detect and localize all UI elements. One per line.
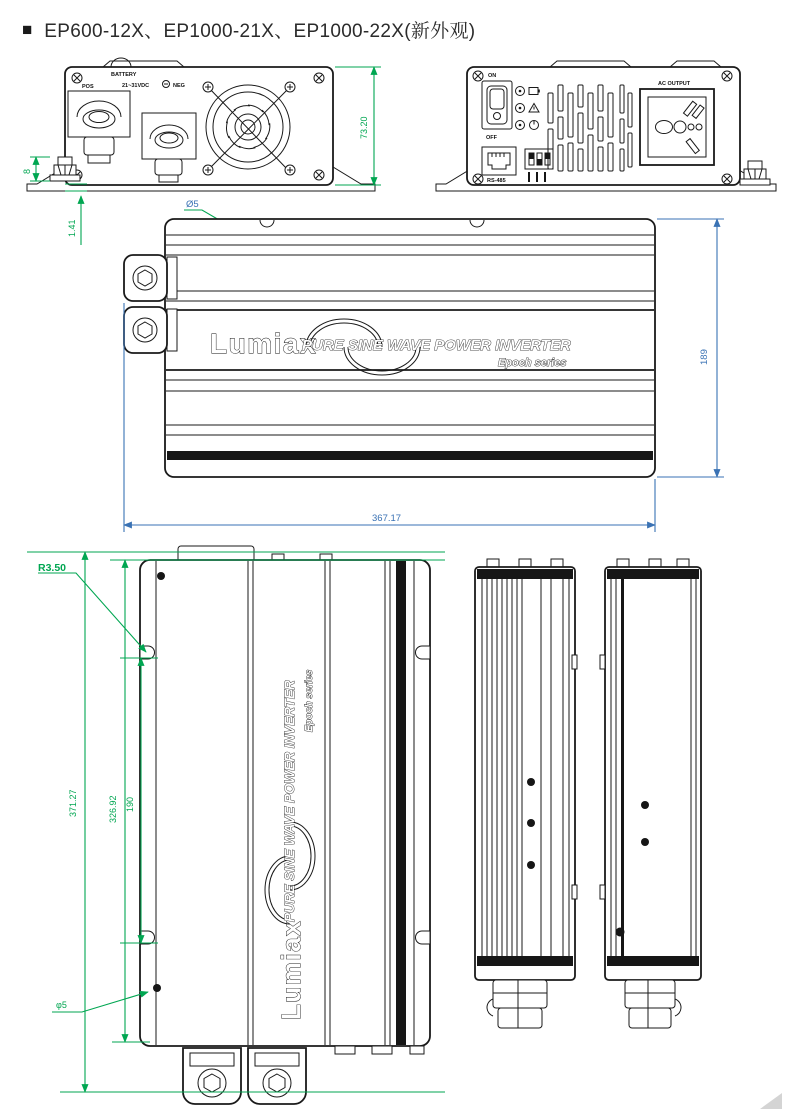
- screw-hole: [527, 861, 535, 869]
- svg-text:326.92: 326.92: [108, 795, 118, 823]
- rubber-strip: [167, 451, 653, 460]
- edge-nub: [572, 655, 577, 669]
- dim-radius-label: R3.50: [38, 562, 67, 574]
- bottom-nub: [335, 1046, 355, 1054]
- top-view: [110, 195, 735, 550]
- side-view-left: [475, 559, 577, 1028]
- screw-hole: [641, 838, 649, 846]
- rs485-label: RS-485: [487, 178, 506, 184]
- edge-slot: [416, 646, 430, 659]
- svg-text:190: 190: [125, 796, 135, 812]
- edge-nub: [600, 885, 605, 899]
- svg-text:8: 8: [22, 168, 32, 174]
- series-name: Epoch series: [304, 669, 315, 732]
- bottom-cap: [607, 956, 699, 966]
- pos-label: POS: [82, 84, 94, 90]
- svg-text:189: 189: [699, 349, 710, 365]
- edge-slot: [416, 931, 430, 944]
- brand-logo: Lumiax: [276, 919, 306, 1020]
- body: [605, 567, 701, 980]
- battery-terminals: [183, 1046, 424, 1104]
- screw-hole: [527, 778, 535, 786]
- dim-foot-height: [22, 157, 50, 181]
- neg-label: NEG: [173, 83, 185, 89]
- screw-hole: [641, 801, 649, 809]
- top-label-plate: [103, 61, 184, 67]
- body: [475, 567, 575, 980]
- edge-nub: [572, 885, 577, 899]
- terminal-foot: [625, 980, 681, 1028]
- top-cap: [477, 569, 573, 579]
- foot-bolt-icon: [740, 161, 770, 185]
- brand-logo: Lumiax: [210, 328, 318, 359]
- bottom-nub: [410, 1046, 424, 1054]
- svg-text:367.17: 367.17: [372, 513, 402, 524]
- ac-output-label: AC OUTPUT: [658, 81, 691, 87]
- screw-hole: [153, 984, 161, 992]
- product-name: PURE SINE WAVE POWER INVERTER: [302, 337, 571, 354]
- screw-hole: [616, 928, 625, 937]
- edge-nub: [600, 655, 605, 669]
- dim-hole-label: Ø5: [186, 199, 199, 210]
- off-label: OFF: [486, 135, 497, 141]
- bottom-cap: [477, 956, 573, 966]
- top-edge-detail: [550, 61, 721, 67]
- terminal-cap-bump: [111, 58, 131, 67]
- svg-text:1.41: 1.41: [67, 219, 77, 237]
- voltage-label: 21~31VDC: [122, 83, 150, 89]
- on-label: ON: [488, 73, 497, 79]
- corner-arrow-icon: [760, 1093, 782, 1109]
- side-views: [455, 555, 775, 1085]
- dim-hole-label: φ5: [56, 1000, 67, 1010]
- radius-leader: [38, 573, 146, 652]
- series-name: Epoch series: [498, 357, 567, 369]
- dim-depth: [657, 219, 724, 477]
- dim-plate-thickness: [65, 184, 87, 245]
- side-view-right: [600, 559, 701, 1028]
- screw-hole: [527, 819, 535, 827]
- rubber-strip: [396, 561, 406, 1045]
- dim-front-height: [335, 67, 381, 185]
- screw-hole: [157, 572, 165, 580]
- svg-text:73.20: 73.20: [359, 116, 369, 139]
- top-cap: [607, 569, 699, 579]
- square-bullet-icon: ■: [22, 20, 33, 39]
- page-title: [22, 16, 475, 43]
- bottom-nub: [372, 1046, 392, 1054]
- svg-text:371.27: 371.27: [68, 789, 78, 817]
- flat-view: [20, 540, 460, 1115]
- terminal-foot: [487, 980, 547, 1028]
- product-name: PURE SINE WAVE POWER INVERTER: [282, 680, 297, 922]
- edge-slot: [140, 931, 155, 944]
- battery-label: BATTERY: [111, 72, 137, 78]
- model-title: EP600-12X、EP1000-21X、EP1000-22X(新外观): [44, 21, 476, 42]
